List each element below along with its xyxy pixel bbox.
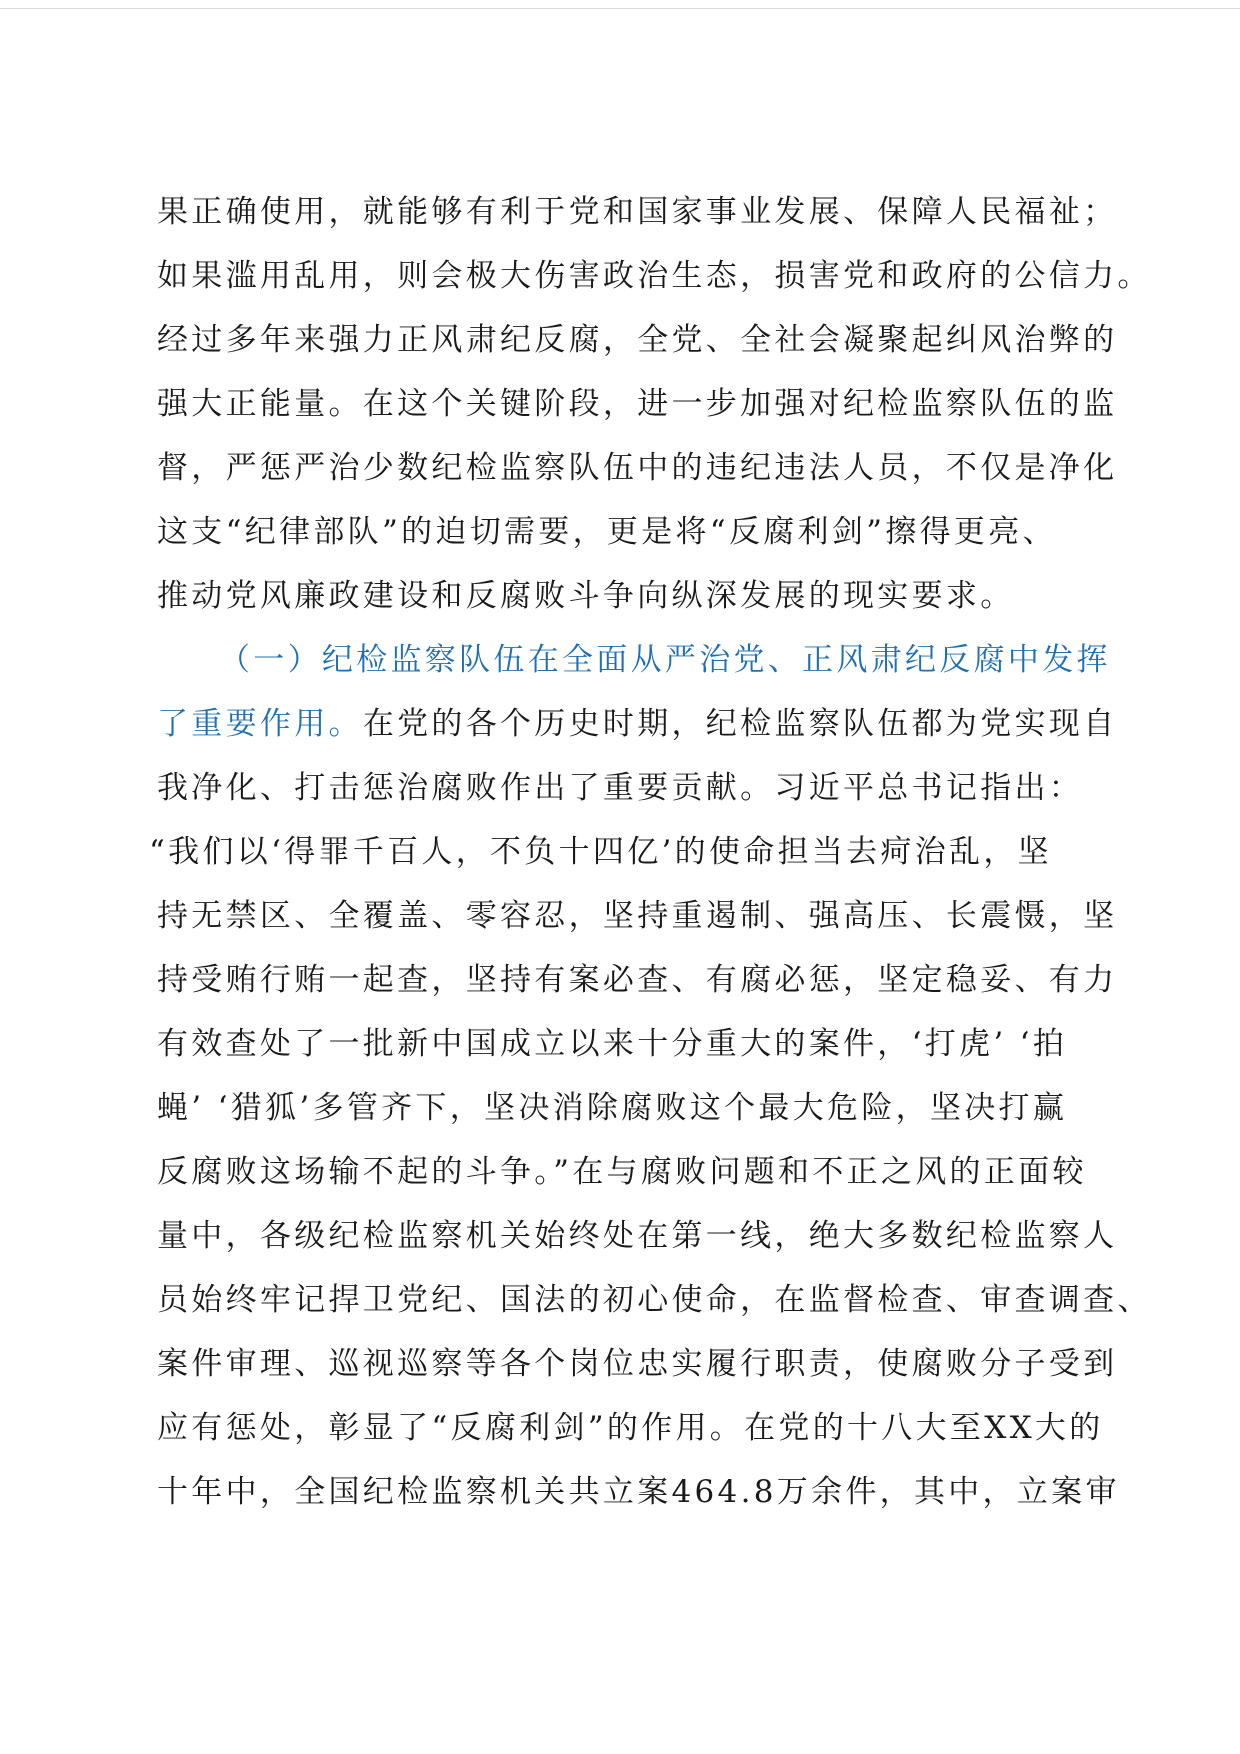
text-line-19: 案件审理、巡视巡察等各个岗位忠实履行职责，使腐败分子受到 <box>157 1346 1118 1382</box>
text-line-6: 这支“纪律部队”的迫切需要，更是将“反腐利剑”擦得更亮、 <box>157 514 1057 550</box>
text-line-10: 我净化、打击惩治腐败作出了重要贡献。习近平总书记指出： <box>157 770 1084 806</box>
text-line-1: 果正确使用，就能够有利于党和国家事业发展、保障人民福祉； <box>157 194 1118 230</box>
text-line-12: 持无禁区、全覆盖、零容忍，坚持重遏制、强高压、长震慑，坚 <box>157 898 1118 934</box>
text-line-9: 了重要作用。在党的各个历史时期，纪检监察队伍都为党实现自 <box>157 706 1118 742</box>
text-line-20: 应有惩处，彰显了“反腐利剑”的作用。在党的十八大至XX大的 <box>157 1410 1104 1446</box>
text-line-7: 推动党风廉政建设和反腐败斗争向纵深发展的现实要求。 <box>157 578 1015 614</box>
text-line-13: 持受贿行贿一起查，坚持有案必查、有腐必惩，坚定稳妥、有力 <box>157 962 1118 998</box>
text-line-2: 如果滥用乱用，则会极大伤害政治生态，损害党和政府的公信力。 <box>157 258 1152 294</box>
text-line-14: 有效查处了一批新中国成立以来十分重大的案件，‘打虎’ ‘拍 <box>157 1026 1068 1062</box>
text-line-18: 员始终牢记捍卫党纪、国法的初心使命，在监督检查、审查调查、 <box>157 1282 1152 1318</box>
section-heading: （一）纪检监察队伍在全面从严治党、正风肃纪反腐中发挥 <box>219 642 1111 678</box>
section-heading-end: 了重要作用。 <box>157 706 363 742</box>
text-line-21: 十年中，全国纪检监察机关共立案464.8万余件，其中，立案审 <box>157 1474 1120 1510</box>
quote-line-1: “我们以‘得罪千百人，不负十四亿’的使命担当去疴治乱，坚 <box>149 834 1052 870</box>
page-top-border <box>0 8 1240 9</box>
text-line-3: 经过多年来强力正风肃纪反腐，全党、全社会凝聚起纠风治弊的 <box>157 322 1118 358</box>
text-line-4: 强大正能量。在这个关键阶段，进一步加强对纪检监察队伍的监 <box>157 386 1118 422</box>
section-heading-line <box>219 638 1111 682</box>
text-line-17: 量中，各级纪检监察机关始终处在第一线，绝大多数纪检监察人 <box>157 1218 1118 1254</box>
text-line-16: 反腐败这场输不起的斗争。”在与腐败问题和不正之风的正面较 <box>157 1154 1087 1190</box>
text-line-5: 督，严惩严治少数纪检监察队伍中的违纪违法人员，不仅是净化 <box>157 450 1118 486</box>
text-line-15: 蝇’ ‘猎狐’多管齐下，坚决消除腐败这个最大危险，坚决打赢 <box>157 1090 1068 1126</box>
